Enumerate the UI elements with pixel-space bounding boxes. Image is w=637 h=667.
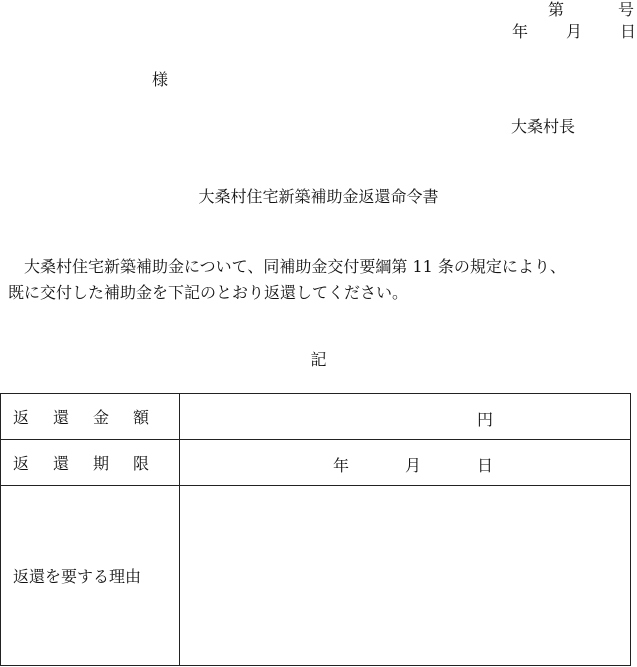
notation-heading: 記 — [310, 350, 327, 369]
date-month-label: 月 — [566, 22, 583, 41]
deadline-month-label: 月 — [405, 456, 422, 476]
document-title: 大桑村住宅新築補助金返還命令書 — [198, 187, 439, 206]
table-row-refund-reason — [1, 486, 631, 666]
label-char: 還 — [53, 408, 70, 428]
label-char: 金 — [93, 408, 110, 428]
document-number-label: 第 — [548, 0, 565, 19]
addressee-honorific: 様 — [152, 70, 169, 89]
yen-unit: 円 — [477, 410, 494, 429]
issuer-name: 大桑村長 — [511, 117, 576, 136]
deadline-day-label: 日 — [477, 456, 494, 476]
label-char: 額 — [133, 408, 150, 428]
table-row-refund-amount — [1, 394, 631, 440]
body-text-line-2: 既に交付した補助金を下記のとおり返還してください。 — [8, 283, 409, 302]
date-day-label: 日 — [620, 22, 637, 41]
label-char: 返 — [13, 408, 30, 428]
label-char: 還 — [53, 454, 70, 474]
refund-amount-field[interactable] — [180, 394, 631, 440]
refund-amount-label — [1, 394, 180, 440]
body-text-line-1: 大桑村住宅新築補助金について、同補助金交付要綱第 11 条の規定により、 — [8, 257, 566, 276]
document-number-suffix: 号 — [618, 0, 635, 19]
refund-reason-label: 返還を要する理由 — [1, 486, 180, 666]
refund-deadline-field[interactable] — [180, 440, 631, 486]
refund-deadline-label — [1, 440, 180, 486]
refund-details-table — [0, 393, 631, 666]
date-year-label: 年 — [512, 22, 529, 41]
label-char: 返 — [13, 454, 30, 474]
label-char: 期 — [93, 454, 110, 474]
table-row-refund-deadline — [1, 440, 631, 486]
refund-reason-field[interactable] — [180, 486, 631, 666]
deadline-year-label: 年 — [333, 456, 350, 476]
label-char: 限 — [133, 454, 150, 474]
